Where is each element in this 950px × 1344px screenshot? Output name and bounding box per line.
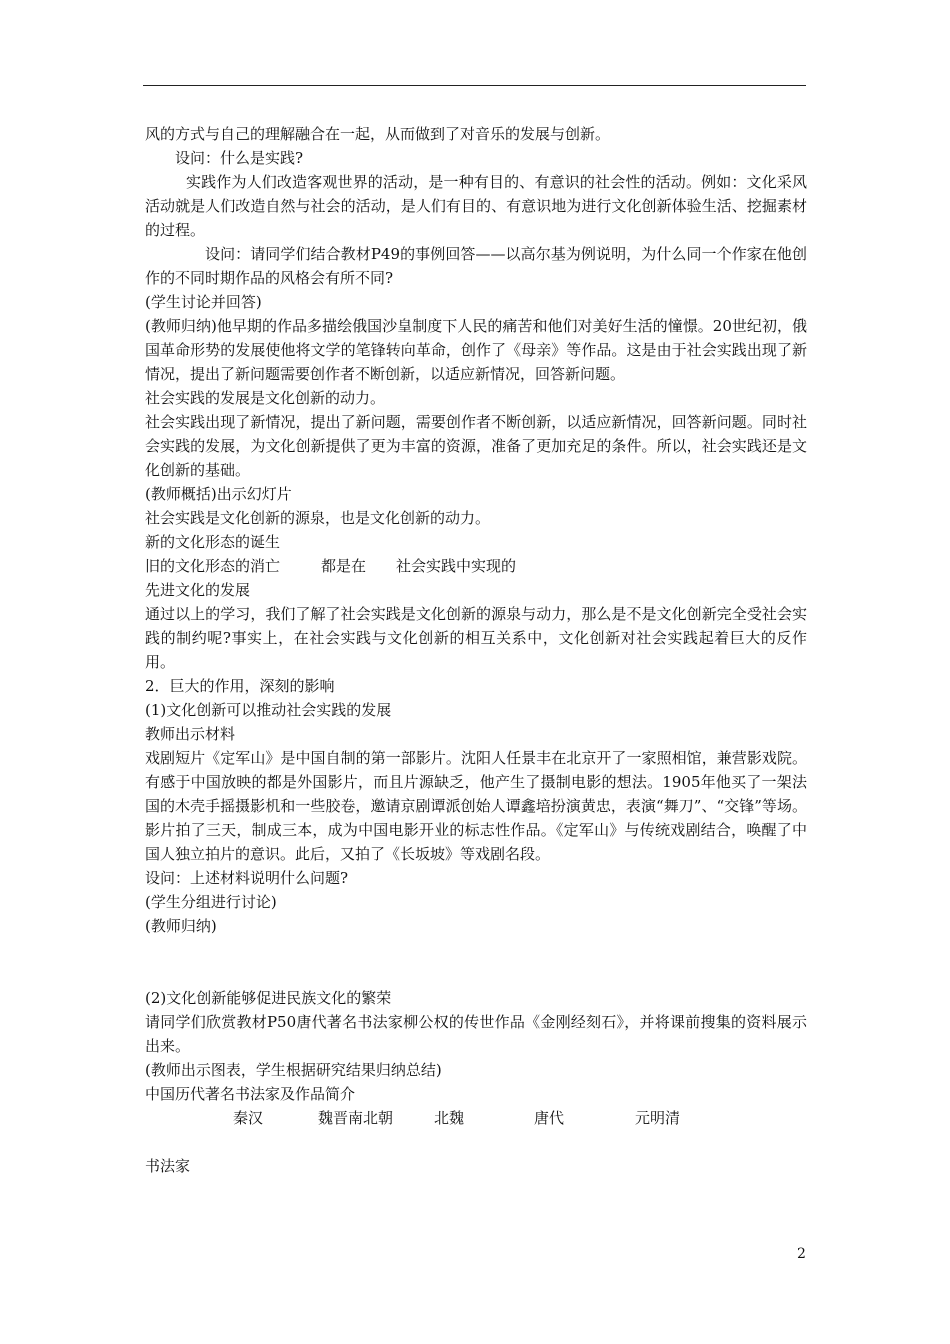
note: (教师出示图表，学生根据研究结果归纳总结) [145,1061,442,1079]
table-header-cell: 魏晋南北朝 [318,1109,394,1127]
paragraph: 实践作为人们改造客观世界的活动，是一种有目的、有意识的社会性的活动。例如：文化采风活动就是人们改造自然与社会的活动，是人们有目的、有意识地为进行文化创新体验生活、挖掘素材的过程。 [145,173,807,239]
paragraph: 戏剧短片《定军山》是中国自制的第一部影片。沈阳人任景丰在北京开了一家照相馆，兼营影戏院。有感于中国放映的都是外国影片，而且片源缺乏，他产生了摄制电影的想法。1905年他买了一架法国的木壳手摇摄影机和一些胶卷，邀请京剧谭派创始人谭鑫培扮演黄忠，表演“舞刀”、“交锋”等场。影片拍了三天，制成三本，成为中国电影开业的标志性作品。《定军山》与传统戏剧结合，唤醒了中国人独立拍片的意识。此后，又拍了《长坂坡》等戏剧名段。 [145,749,807,863]
table-header-cell: 唐代 [534,1109,565,1127]
paragraph: 请同学们欣赏教材P50唐代著名书法家柳公权的传世作品《金刚经刻石》，并将课前搜集的资料展示出来。 [145,1013,807,1055]
note: (教师概括)出示幻灯片 [145,485,292,503]
table-title: 中国历代著名书法家及作品简介 [145,1085,356,1103]
table-header-cell: 秦汉 [233,1109,264,1127]
paragraph: 社会实践出现了新情况，提出了新问题，需要创作者不断创新，以适应新情况，回答新问题。同时社会实践的发展，为文化创新提供了更为丰富的资源，准备了更加充足的条件。所以，社会实践还是文化创新的基础。 [145,413,807,479]
spacer [145,1130,807,1154]
subsection-heading: (2)文化创新能够促进民族文化的繁荣 [145,989,392,1007]
slide-row-b: 都是在 [321,557,367,575]
table-header-cell: 元明清 [635,1109,681,1127]
document-body [145,122,807,1178]
slide-row [145,554,807,578]
note: (学生分组进行讨论) [145,893,277,911]
paragraph: 社会实践的发展是文化创新的动力。 [145,389,386,407]
section-heading: 2．巨大的作用，深刻的影响 [145,677,335,695]
table-header-cell: 北魏 [434,1109,465,1127]
note: 教师出示材料 [145,725,236,743]
header-rule [143,85,806,86]
table-header-row [145,1106,807,1130]
question: 设问：请同学们结合教材P49的事例回答——以高尔基为例说明，为什么同一个作家在他创作的不同时期作品的风格会有所不同? [145,245,807,287]
slide-row-c: 社会实践中实现的 [396,557,517,575]
paragraph: (教师归纳)他早期的作品多描绘俄国沙皇制度下人民的痛苦和他们对美好生活的憧憬。20世纪初，俄国革命形势的发展使他将文学的笔锋转向革命，创作了《母亲》等作品。这是由于社会实践出现了新情况，提出了新问题需要创作者不断创新，以适应新情况，回答新问题。 [145,317,807,383]
paragraph: 社会实践是文化创新的源泉，也是文化创新的动力。 [145,509,491,527]
paragraph: 风的方式与自己的理解融合在一起，从而做到了对音乐的发展与创新。 [145,125,611,143]
note: (教师归纳) [145,917,217,935]
question: 设问：上述材料说明什么问题? [145,869,349,887]
page-number: 2 [797,1246,806,1262]
note: (学生讨论并回答) [145,293,262,311]
question: 设问：什么是实践? [175,149,304,167]
spacer [145,938,807,986]
subsection-heading: (1)文化创新可以推动社会实践的发展 [145,701,392,719]
paragraph: 通过以上的学习，我们了解了社会实践是文化创新的源泉与动力，那么是不是文化创新完全受社会实践的制约呢?事实上，在社会实践与文化创新的相互关系中，文化创新对社会实践起着巨大的反作用。 [145,605,807,671]
slide-row-a: 旧的文化形态的消亡 [145,557,281,575]
slide-line: 先进文化的发展 [145,581,251,599]
slide-line: 新的文化形态的诞生 [145,533,281,551]
table-row-label: 书法家 [145,1157,191,1175]
